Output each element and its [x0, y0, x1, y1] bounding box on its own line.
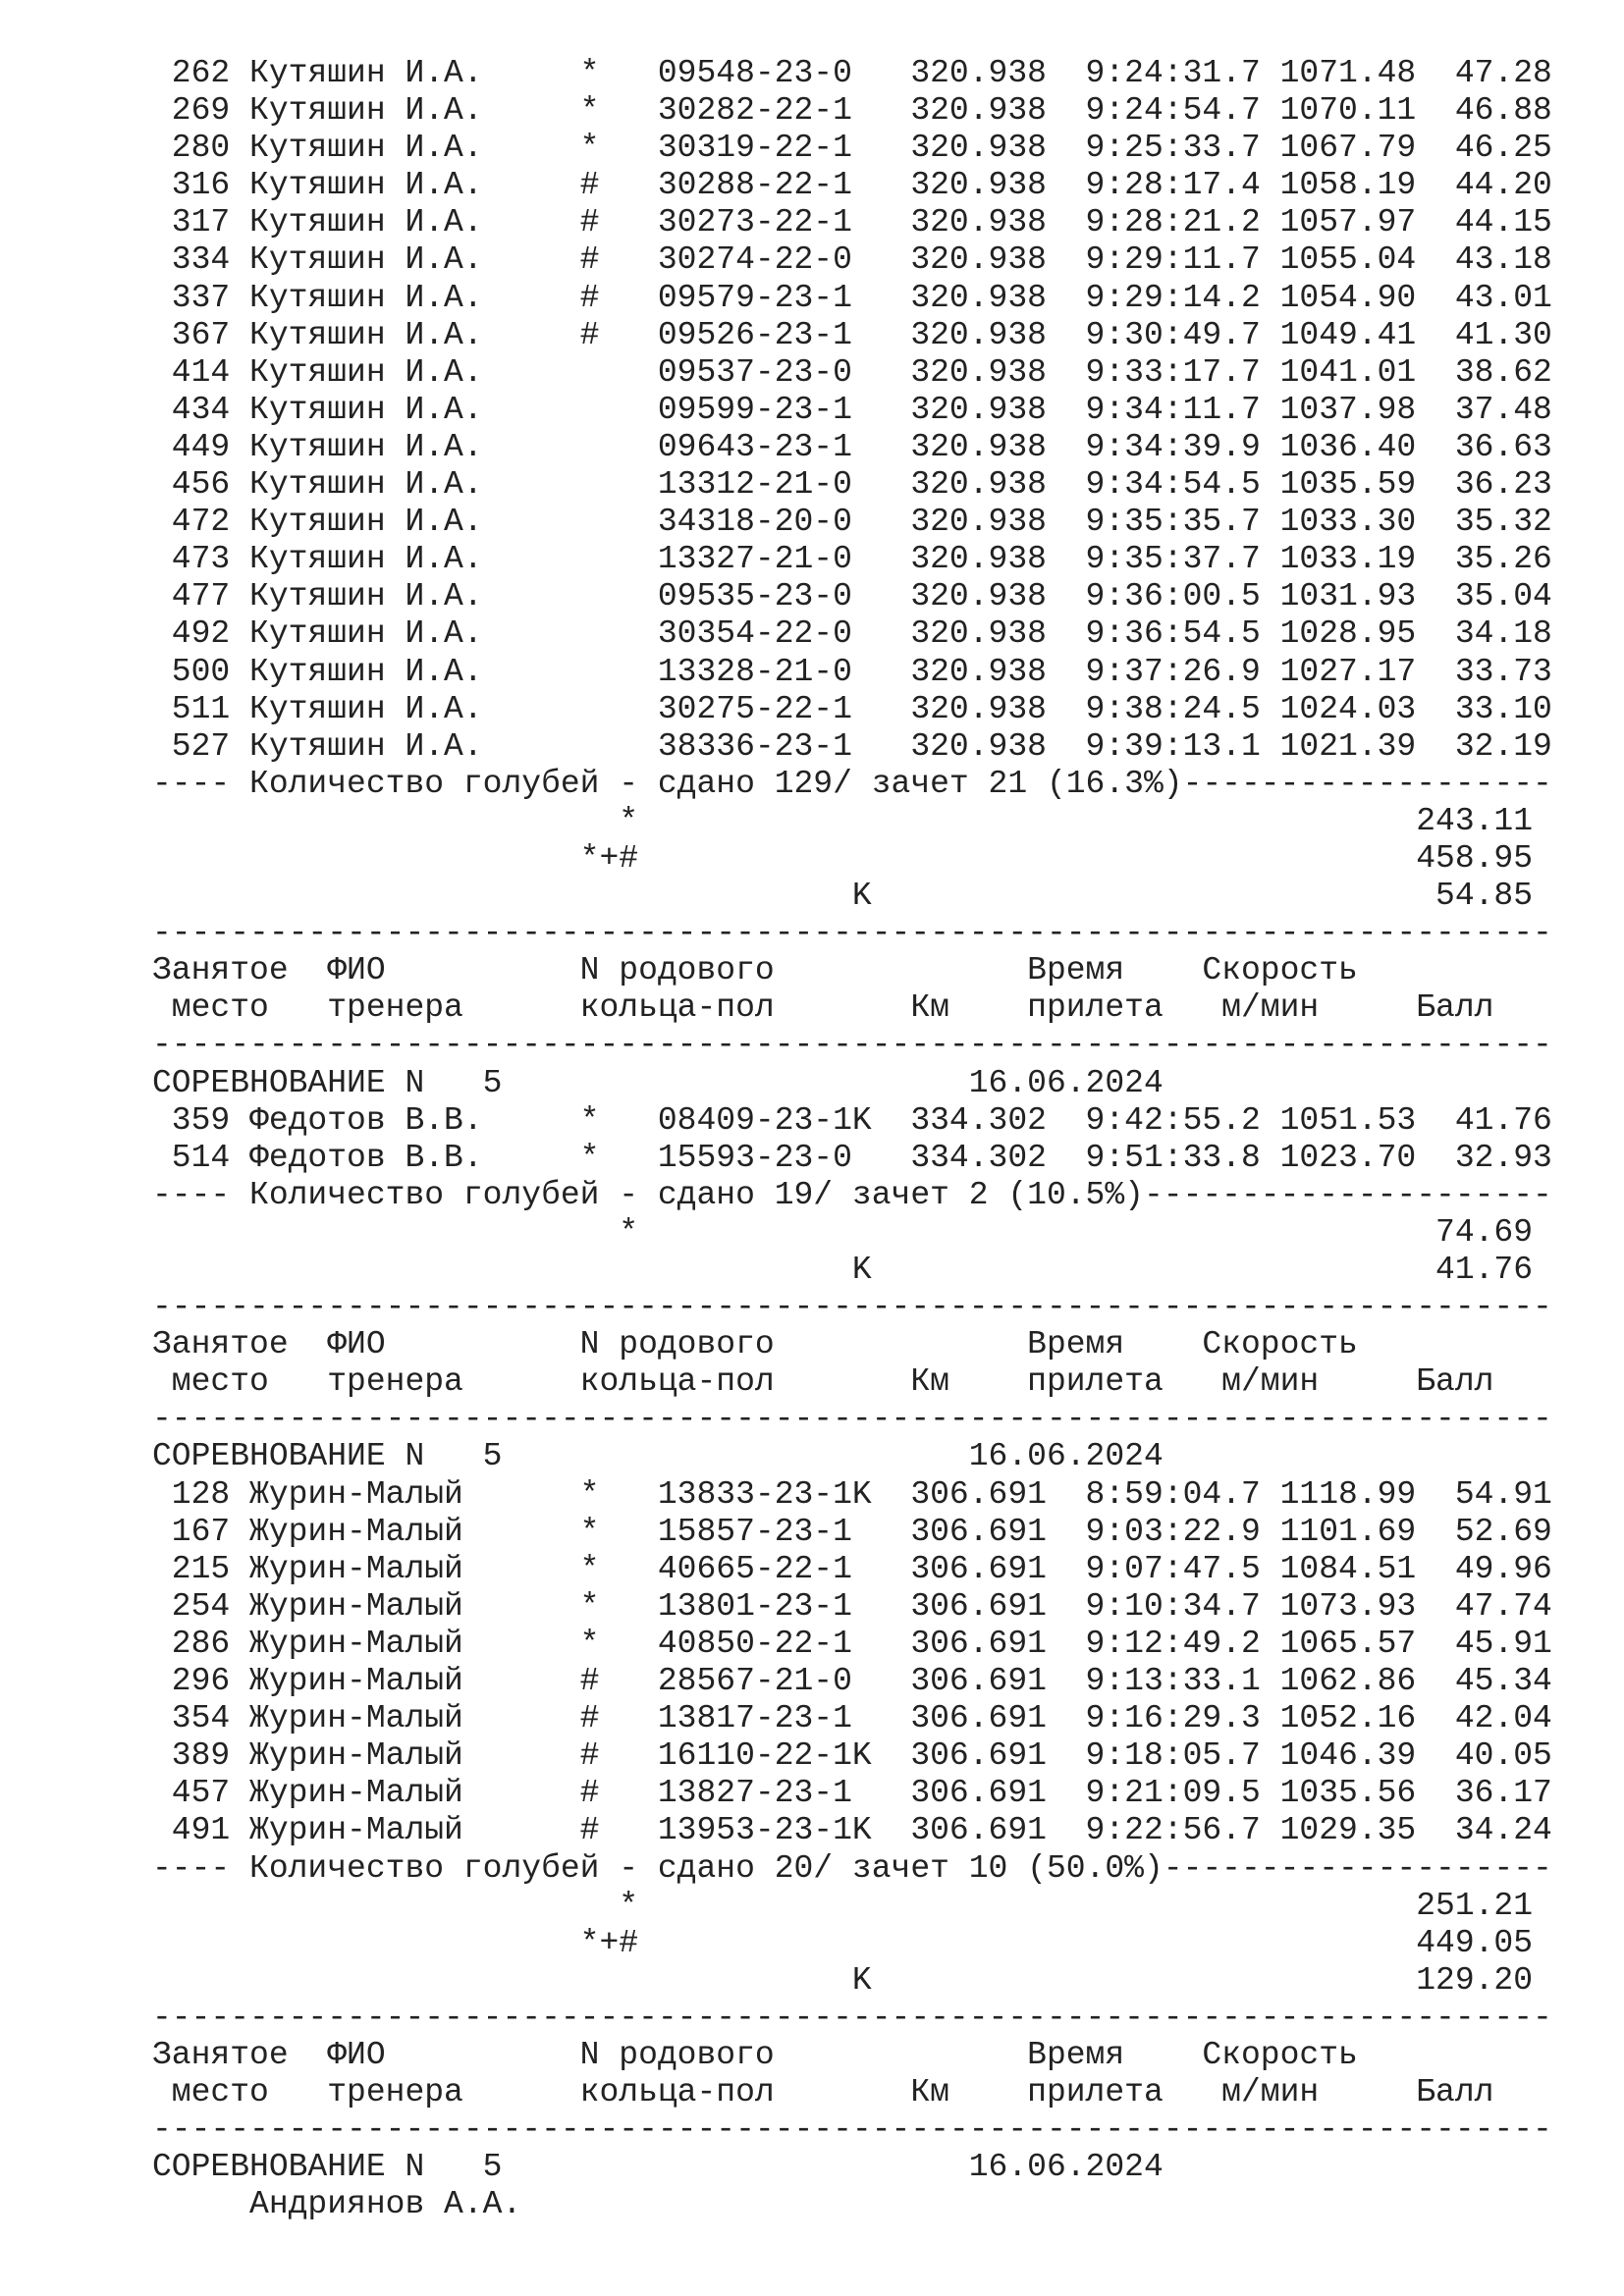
report-line: 514 Федотов В.В. * 15593-23-0 334.302 9:51:33.8 1023.70 32.93: [152, 1139, 1552, 1176]
report-line: ---- Количество голубей - сдано 129/ зачет 21 (16.3%)-------------------: [152, 765, 1552, 802]
report-line: СОРЕВНОВАНИЕ N 5 16.06.2024: [152, 1064, 1164, 1101]
report-line: 511 Кутяшин И.А. 30275-22-1 320.938 9:38:24.5 1024.03 33.10: [152, 690, 1552, 727]
report-line: * 251.21: [152, 1887, 1534, 1924]
report-line: K 129.20: [152, 1961, 1534, 1999]
results-printout: [152, 55, 1552, 2223]
report-line: ------------------------------------------------------------------------: [152, 2111, 1552, 2149]
report-line: 286 Журин-Малый * 40850-22-1 306.691 9:12:49.2 1065.57 45.91: [152, 1625, 1552, 1662]
report-line: ------------------------------------------------------------------------: [152, 1289, 1552, 1326]
report-line: 472 Кутяшин И.А. 34318-20-0 320.938 9:35:35.7 1033.30 35.32: [152, 504, 1552, 541]
report-line: СОРЕВНОВАНИЕ N 5 16.06.2024: [152, 2149, 1164, 2186]
report-line: Занятое ФИО N родового Время Скорость: [152, 2036, 1358, 2073]
report-line: K 54.85: [152, 878, 1534, 915]
report-line: *+# 458.95: [152, 839, 1534, 877]
report-line: 527 Кутяшин И.А. 38336-23-1 320.938 9:39:13.1 1021.39 32.19: [152, 727, 1552, 765]
report-line: ---- Количество голубей - сдано 19/ зачет 2 (10.5%)---------------------: [152, 1176, 1552, 1213]
report-line: ------------------------------------------------------------------------: [152, 1999, 1552, 2036]
report-line: Андриянов А.А.: [152, 2186, 522, 2223]
report-line: 215 Журин-Малый * 40665-22-1 306.691 9:07:47.5 1084.51 49.96: [152, 1550, 1552, 1587]
report-line: 359 Федотов В.В. * 08409-23-1K 334.302 9:42:55.2 1051.53 41.76: [152, 1101, 1552, 1139]
report-line: 269 Кутяшин И.А. * 30282-22-1 320.938 9:24:54.7 1070.11 46.88: [152, 92, 1552, 130]
report-line: K 41.76: [152, 1252, 1534, 1288]
report-line: ------------------------------------------------------------------------: [152, 1401, 1552, 1438]
report-line: * 74.69: [152, 1213, 1534, 1251]
report-line: место тренера кольца-пол Км прилета м/мин Балл: [152, 1363, 1494, 1401]
report-line: 492 Кутяшин И.А. 30354-22-0 320.938 9:36:54.5 1028.95 34.18: [152, 615, 1552, 653]
report-line: СОРЕВНОВАНИЕ N 5 16.06.2024: [152, 1438, 1164, 1475]
report-line: 491 Журин-Малый # 13953-23-1K 306.691 9:22:56.7 1029.35 34.24: [152, 1812, 1552, 1849]
report-line: 334 Кутяшин И.А. # 30274-22-0 320.938 9:29:11.7 1055.04 43.18: [152, 241, 1552, 279]
report-line: * 243.11: [152, 802, 1534, 839]
report-line: 449 Кутяшин И.А. 09643-23-1 320.938 9:34:39.9 1036.40 36.63: [152, 428, 1552, 465]
report-line: 354 Журин-Малый # 13817-23-1 306.691 9:16:29.3 1052.16 42.04: [152, 1700, 1552, 1737]
report-line: место тренера кольца-пол Км прилета м/мин Балл: [152, 989, 1494, 1027]
report-line: 414 Кутяшин И.А. 09537-23-0 320.938 9:33:17.7 1041.01 38.62: [152, 353, 1552, 391]
report-line: 316 Кутяшин И.А. # 30288-22-1 320.938 9:28:17.4 1058.19 44.20: [152, 167, 1552, 204]
report-line: 296 Журин-Малый # 28567-21-0 306.691 9:13:33.1 1062.86 45.34: [152, 1663, 1552, 1700]
report-line: 473 Кутяшин И.А. 13327-21-0 320.938 9:35:37.7 1033.19 35.26: [152, 541, 1552, 578]
report-line: 457 Журин-Малый # 13827-23-1 306.691 9:21:09.5 1035.56 36.17: [152, 1775, 1552, 1812]
report-line: ------------------------------------------------------------------------: [152, 915, 1552, 952]
report-line: 389 Журин-Малый # 16110-22-1K 306.691 9:18:05.7 1046.39 40.05: [152, 1737, 1552, 1775]
report-line: 280 Кутяшин И.А. * 30319-22-1 320.938 9:25:33.7 1067.79 46.25: [152, 130, 1552, 167]
report-line: 456 Кутяшин И.А. 13312-21-0 320.938 9:34:54.5 1035.59 36.23: [152, 466, 1552, 504]
report-line: Занятое ФИО N родового Время Скорость: [152, 952, 1358, 989]
report-line: 500 Кутяшин И.А. 13328-21-0 320.938 9:37:26.9 1027.17 33.73: [152, 653, 1552, 690]
report-line: Занятое ФИО N родового Время Скорость: [152, 1326, 1358, 1363]
report-line: 128 Журин-Малый * 13833-23-1K 306.691 8:59:04.7 1118.99 54.91: [152, 1475, 1552, 1513]
report-line: ---- Количество голубей - сдано 20/ зачет 10 (50.0%)--------------------: [152, 1849, 1552, 1887]
report-line: ------------------------------------------------------------------------: [152, 1027, 1552, 1064]
report-line: 317 Кутяшин И.А. # 30273-22-1 320.938 9:28:21.2 1057.97 44.15: [152, 204, 1552, 241]
report-line: 167 Журин-Малый * 15857-23-1 306.691 9:03:22.9 1101.69 52.69: [152, 1513, 1552, 1550]
report-line: 254 Журин-Малый * 13801-23-1 306.691 9:10:34.7 1073.93 47.74: [152, 1587, 1552, 1625]
report-line: 434 Кутяшин И.А. 09599-23-1 320.938 9:34:11.7 1037.98 37.48: [152, 391, 1552, 428]
report-line: 262 Кутяшин И.А. * 09548-23-0 320.938 9:24:31.7 1071.48 47.28: [152, 55, 1552, 91]
report-line: *+# 449.05: [152, 1924, 1534, 1961]
report-line: 367 Кутяшин И.А. # 09526-23-1 320.938 9:30:49.7 1049.41 41.30: [152, 316, 1552, 353]
report-line: место тренера кольца-пол Км прилета м/мин Балл: [152, 2074, 1494, 2111]
report-line: 477 Кутяшин И.А. 09535-23-0 320.938 9:36:00.5 1031.93 35.04: [152, 578, 1552, 615]
report-line: 337 Кутяшин И.А. # 09579-23-1 320.938 9:29:14.2 1054.90 43.01: [152, 279, 1552, 316]
